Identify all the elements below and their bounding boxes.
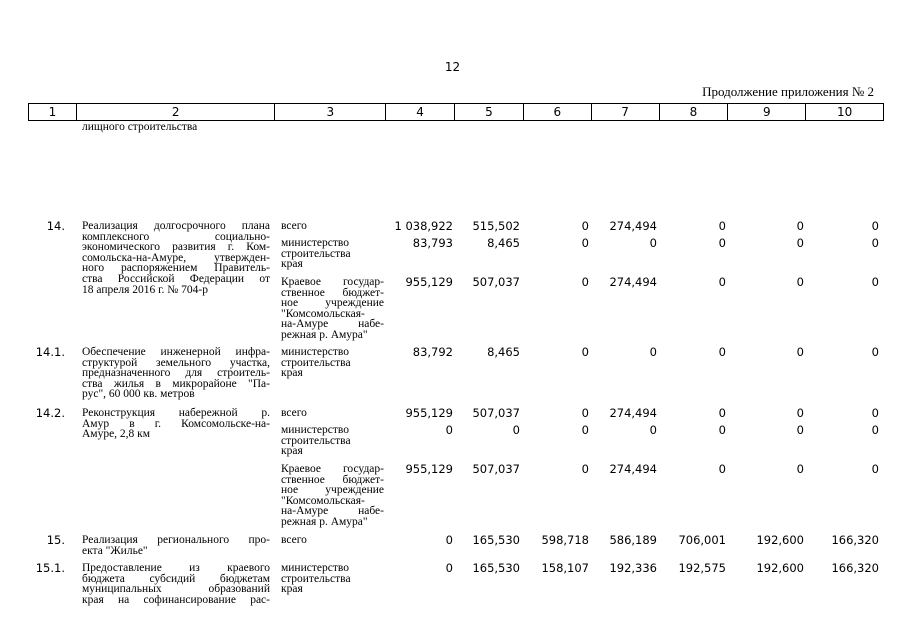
value-cell: 598,718 xyxy=(541,533,589,547)
executor-label: министерство строительства края xyxy=(281,424,351,458)
col-header: 1 xyxy=(29,104,77,120)
value-cell: 0 xyxy=(718,219,726,233)
value-cell: 0 xyxy=(718,406,726,420)
value-cell: 0 xyxy=(871,423,879,437)
value-cell: 955,129 xyxy=(405,462,453,476)
value-cell: 192,575 xyxy=(678,561,726,575)
value-cell: 1 038,922 xyxy=(394,219,453,233)
value-cell: 0 xyxy=(796,345,804,359)
value-cell: 0 xyxy=(581,423,589,437)
value-cell: 0 xyxy=(871,406,879,420)
row-description: Предоставление из краевого бюджета субсидий бюджетам муниципальных образований края на софинансирование рас- xyxy=(82,562,270,606)
value-cell: 0 xyxy=(796,236,804,250)
value-cell: 0 xyxy=(796,423,804,437)
value-cell: 507,037 xyxy=(472,406,520,420)
continuation-caption: Продолжение приложения № 2 xyxy=(702,84,874,99)
value-cell: 165,530 xyxy=(472,533,520,547)
value-cell: 166,320 xyxy=(831,533,879,547)
value-cell: 0 xyxy=(718,423,726,437)
executor-label: всего xyxy=(281,407,307,419)
row-number: 14.2. xyxy=(35,406,65,420)
value-cell: 0 xyxy=(871,236,879,250)
value-cell: 0 xyxy=(581,219,589,233)
value-cell: 0 xyxy=(718,236,726,250)
value-cell: 0 xyxy=(581,345,589,359)
page-number: 12 xyxy=(444,60,461,74)
col-header: 10 xyxy=(836,105,853,119)
col-header: 8 xyxy=(660,104,729,120)
value-cell: 8,465 xyxy=(487,236,520,250)
executor-label: Краевое государ- ственное бюджет- ное учреждение "Комсомольская- на-Амуре набе- режная р. Амура" xyxy=(281,463,384,528)
value-cell: 166,320 xyxy=(831,561,879,575)
value-cell: 0 xyxy=(871,345,879,359)
row-number: 14. xyxy=(46,219,65,233)
value-cell: 0 xyxy=(718,345,726,359)
col-header: 7 xyxy=(592,104,660,120)
value-cell: 0 xyxy=(445,423,453,437)
value-cell: 0 xyxy=(718,275,726,289)
col-header: 2 xyxy=(77,104,276,120)
value-cell: 192,600 xyxy=(756,561,804,575)
value-cell: 0 xyxy=(581,462,589,476)
value-cell: 0 xyxy=(581,236,589,250)
value-cell: 0 xyxy=(796,219,804,233)
value-cell: 586,189 xyxy=(609,533,657,547)
value-cell: 158,107 xyxy=(541,561,589,575)
continued-text: лищного строительства xyxy=(82,121,198,133)
value-cell: 83,793 xyxy=(412,236,453,250)
row-number: 15.1. xyxy=(35,561,65,575)
value-cell: 0 xyxy=(649,423,657,437)
row-description: Реализация долгосрочного плана комплексного социально- экономического развития г. Ком- сомольска-на-Амуре, утвержден- ного распоряжением Правитель- ства Российской Федерации от 18 апреля 2016 г. № 704-р xyxy=(82,220,270,296)
value-cell: 0 xyxy=(796,462,804,476)
value-cell: 955,129 xyxy=(405,275,453,289)
value-cell: 0 xyxy=(871,462,879,476)
col-header: 6 xyxy=(524,104,592,120)
executor-label: всего xyxy=(281,534,307,546)
value-cell: 0 xyxy=(445,561,453,575)
executor-label: всего xyxy=(281,220,307,232)
value-cell: 0 xyxy=(649,236,657,250)
value-cell: 0 xyxy=(871,275,879,289)
table-header xyxy=(28,103,884,121)
value-cell: 0 xyxy=(581,275,589,289)
col-header: 9 xyxy=(728,104,806,120)
col-header: 4 xyxy=(386,104,455,120)
value-cell: 507,037 xyxy=(472,462,520,476)
value-cell: 955,129 xyxy=(405,406,453,420)
value-cell: 0 xyxy=(718,462,726,476)
row-description: Обеспечение инженерной инфра- структурой земельного участка, предназначенного для строитель- ства жилья в микрорайоне "Па- рус", 60 000 кв. метров xyxy=(82,346,270,401)
row-description: Реализация регионального про- екта "Жилье" xyxy=(82,534,270,557)
value-cell: 0 xyxy=(649,345,657,359)
value-cell: 515,502 xyxy=(472,219,520,233)
value-cell: 274,494 xyxy=(609,406,657,420)
value-cell: 192,600 xyxy=(756,533,804,547)
executor-label: министерство строительства края xyxy=(281,237,351,271)
value-cell: 0 xyxy=(796,406,804,420)
value-cell: 0 xyxy=(796,275,804,289)
value-cell: 706,001 xyxy=(678,533,726,547)
value-cell: 192,336 xyxy=(609,561,657,575)
executor-label: Краевое государ- ственное бюджет- ное учреждение "Комсомольская- на-Амуре набе- режная р. Амура" xyxy=(281,276,384,341)
col-header: 3 xyxy=(275,104,386,120)
value-cell: 274,494 xyxy=(609,275,657,289)
row-description: Реконструкция набережной р. Амур в г. Комсомольске-на- Амуре, 2,8 км xyxy=(82,407,270,441)
value-cell: 0 xyxy=(512,423,520,437)
value-cell: 83,792 xyxy=(412,345,453,359)
value-cell: 165,530 xyxy=(472,561,520,575)
row-number: 14.1. xyxy=(35,345,65,359)
value-cell: 0 xyxy=(871,219,879,233)
row-number: 15. xyxy=(46,533,65,547)
value-cell: 507,037 xyxy=(472,275,520,289)
value-cell: 0 xyxy=(445,533,453,547)
value-cell: 8,465 xyxy=(487,345,520,359)
col-header: 5 xyxy=(455,104,524,120)
executor-label: министерство строительства края xyxy=(281,562,351,596)
executor-label: министерство строительства края xyxy=(281,346,351,380)
value-cell: 274,494 xyxy=(609,219,657,233)
value-cell: 0 xyxy=(581,406,589,420)
value-cell: 274,494 xyxy=(609,462,657,476)
